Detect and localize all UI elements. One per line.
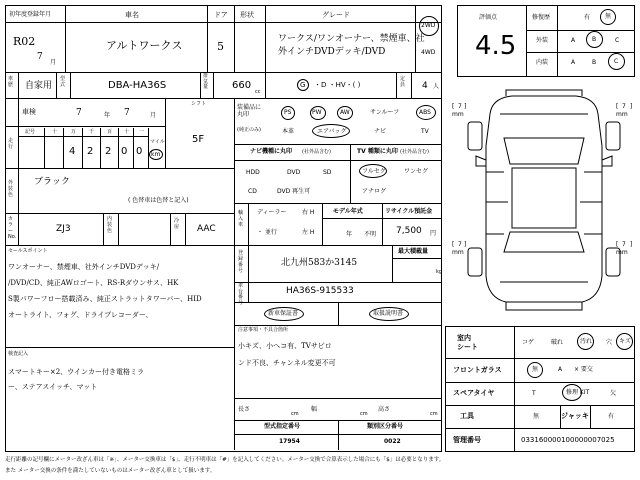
score-value: 4.5 <box>475 31 517 61</box>
navi-hdd: HDD <box>246 169 260 176</box>
km-label: km <box>151 151 161 158</box>
reg-no-value: 北九州583か3145 <box>281 258 358 268</box>
recycle-yen: 円 <box>430 230 437 237</box>
glass-scratch: A <box>558 366 563 373</box>
mm-rl: mm <box>452 249 464 256</box>
tv-fullseg: フルセグ <box>362 168 386 175</box>
load-label: 最大積載量 <box>398 248 429 255</box>
mm-fl: mm <box>452 111 464 118</box>
odo-unit-6: 一 <box>139 129 145 135</box>
equip-ps: PS <box>284 109 292 116</box>
interior-label: 内装 <box>536 59 549 66</box>
import-left: 左 H <box>302 229 315 236</box>
sales-line: /DVD/CD、純正AWロゴート、RS-Rダウンサス、HK <box>8 279 179 287</box>
interior-kizu: キズ <box>619 338 631 345</box>
inspector-line: スマートキー×2、ウインカー付き電格ミラ <box>8 368 144 376</box>
navi-dvd-play: DVD 再生可 <box>277 188 311 195</box>
odo-digit: 4 <box>69 146 76 157</box>
type-label: 型式指定番号 <box>264 423 301 430</box>
tv-oneseg: ワンセグ <box>404 168 429 175</box>
sales-line: ワンオーナー、禁煙車、社外インチDVDデッキ/ <box>8 263 160 271</box>
color-label: 外装色 <box>8 180 14 198</box>
equip-abs: ABS <box>419 109 431 116</box>
spare-t: T <box>532 390 536 397</box>
displacement-value: 660 <box>232 80 252 91</box>
notes-line: 小キズ、小へコ有、TVサビロ <box>238 342 332 350</box>
month-unit: 月 <box>150 112 157 119</box>
tread-fl-val: 7 <box>458 103 462 110</box>
recycle-label: リサイクル預託金 <box>385 208 433 215</box>
navi-cd: CD <box>248 188 257 195</box>
chassis-value: HA36S-915533 <box>286 286 354 296</box>
tread-rr-val: 7 <box>622 241 626 248</box>
model-value: DBA-HA36S <box>108 80 167 91</box>
grade-line2: 外インチDVDデッキ/DVD <box>278 47 386 57</box>
shaken-label: 車検 <box>22 108 36 116</box>
odo-digit: 2 <box>87 146 94 157</box>
spare-missing: 欠 <box>610 390 617 397</box>
width-label: 幅 <box>311 406 318 413</box>
width-cm: cm <box>360 411 368 417</box>
height-label: 高さ <box>378 406 391 413</box>
drive-2wd: 2WD <box>421 22 436 29</box>
int-c: C <box>614 58 619 65</box>
tv-title: TV 種類に丸印 <box>357 148 398 155</box>
odo-digit: 0 <box>136 146 143 157</box>
shift-value: 5F <box>192 134 205 145</box>
exterior-label: 外装 <box>536 37 549 44</box>
first-reg-month-unit: 月 <box>50 59 57 66</box>
model-year-unit: 年 <box>346 231 353 238</box>
odo-label: 走行 <box>8 138 14 150</box>
equip-airbag: エアバッグ <box>317 128 347 135</box>
int-b: B <box>592 59 597 66</box>
ac-value: AAC <box>197 224 216 234</box>
tread-rr: [ <box>616 241 619 248</box>
footer-line1: 走行距離の記号欄にメーター改ざん車は「※」、メーター交換車は「$」、走行不明車は「#」を記入してください。メーター交換で合算表示した場合にも「$」は必要となります。 <box>5 457 445 463</box>
equip-leather: 本革 <box>282 128 295 135</box>
tools-value: 無 <box>533 413 540 420</box>
tread-fl: [ <box>452 103 455 110</box>
sales-point-label: セールスポイント <box>8 248 48 254</box>
ext-a: A <box>571 37 576 44</box>
model-year-unknown: 不明 <box>364 231 377 238</box>
ac-label: 冷房 <box>174 218 180 230</box>
footer-line2: また メーター交換の条件を満たしていないものはメーター改ざん車として扱います。 <box>5 468 216 474</box>
class-value: 0022 <box>384 438 401 445</box>
management-label: 管理番号 <box>453 436 481 444</box>
tread-fl-b: ] <box>464 103 467 110</box>
odo-unit-4: 百 <box>107 129 113 135</box>
car-name: アルトワークス <box>106 39 183 52</box>
import-dealer: ディーラー <box>257 209 287 216</box>
odo-digit: 2 <box>105 146 112 157</box>
shaken-year: 7 <box>76 108 82 118</box>
doors-label: ドア <box>214 11 228 19</box>
tread-fr-b: ] <box>630 103 633 110</box>
tv-analog: アナログ <box>362 188 387 195</box>
length-cm: cm <box>291 411 299 417</box>
glass-ok: 無 <box>532 366 539 373</box>
odo-unit-1: 十 <box>52 129 58 135</box>
jack-label: ジャッキ <box>561 412 589 420</box>
import-label: 輸入車 <box>238 210 244 228</box>
type-value: 17954 <box>279 438 300 445</box>
interior-color-label: 内装色 <box>107 216 113 234</box>
grade-line1: ワークス/ワンオーナー、禁煙車、社 <box>278 34 425 44</box>
color-no-label: カラー No. <box>8 216 17 240</box>
notes-line: ンド不良、チャンネル変更不可 <box>238 359 336 367</box>
glass-replace: × 要交 <box>574 366 593 373</box>
notes-label: 注意事項・不具合箇所 <box>238 327 289 333</box>
tread-rl: [ <box>452 241 455 248</box>
sales-line: S製パワーフロー搭載済み、純正ストラットタワーバー、HID <box>8 295 202 303</box>
odo-unit-3: 千 <box>89 129 95 135</box>
cc-unit: cc <box>255 89 261 95</box>
sales-line: オートライト、フォグ、ドライブレコーダー、 <box>8 311 153 319</box>
ext-b: B <box>592 36 597 43</box>
ext-c: C <box>615 37 620 44</box>
tread-rl-val: 7 <box>458 241 462 248</box>
manual-new-car: 新車保証書 <box>268 310 299 317</box>
management-value: 033160000100000007025 <box>521 436 615 444</box>
doors-value: 5 <box>217 40 224 53</box>
mm-rr: mm <box>616 249 628 256</box>
tread-rl-b: ] <box>464 241 467 248</box>
class-label: 類別区分番号 <box>367 423 404 430</box>
recycle-value: 7,500 <box>396 226 422 236</box>
shaken-month: 7 <box>124 108 130 118</box>
displacement-label: 排気量 <box>203 73 209 90</box>
interior-koge: コゲ <box>522 339 535 346</box>
capacity-label: 定員 <box>400 76 406 88</box>
color-value: ブラック <box>34 177 70 187</box>
car-name-label: 車名 <box>125 11 139 19</box>
equip-aw: AW <box>340 109 350 116</box>
inspector-label: 検査記入 <box>8 351 29 357</box>
manual-owner: 取扱説明書 <box>373 310 404 317</box>
mm-fr: mm <box>616 111 628 118</box>
load-kg: kg <box>436 269 443 275</box>
score-label: 評価点 <box>479 14 498 21</box>
first-reg-value: 7 <box>37 52 43 62</box>
odo-digit: 0 <box>121 146 128 157</box>
interior-yogore: 汚れ <box>580 338 593 345</box>
import-parallel: ・ 並行 <box>257 229 277 236</box>
interior-yabure: 破れ <box>551 339 564 346</box>
glass-label: フロントガラス <box>453 366 502 374</box>
tread-fr-val: 7 <box>622 103 626 110</box>
equip-sunroof: サンルーフ <box>370 109 400 116</box>
equip-pw: PW <box>312 109 322 116</box>
color-note: ( 色替車は色替と記入) <box>128 197 189 204</box>
year-unit: 年 <box>104 112 111 119</box>
odo-unit-5: 十 <box>124 129 130 135</box>
drive-4wd: 4WD <box>421 49 436 56</box>
length-label: 長さ <box>238 406 251 413</box>
fuel-options: ・D ・HV・( ) <box>314 81 361 89</box>
capacity-unit: 人 <box>433 83 440 90</box>
car-diagram <box>452 86 636 318</box>
tools-label: 工具 <box>460 412 474 420</box>
interior-seat-label: 室内 シート <box>457 334 478 352</box>
jack-value: 有 <box>608 413 615 420</box>
odo-unit-2: 万 <box>71 129 77 135</box>
spare-repair-kit: 修理 KIT <box>566 389 590 396</box>
repair-label: 修復歴 <box>532 14 551 21</box>
body-label: 形状 <box>240 11 254 19</box>
shift-label: シフト <box>191 101 207 107</box>
equip-tv: TV <box>421 128 429 135</box>
model-year-label: モデル年式 <box>333 208 363 215</box>
equip-navi: ナビ <box>374 128 387 135</box>
equipment-sublabel: (純正のみ) <box>237 127 261 133</box>
navi-dvd: DVD <box>287 169 301 176</box>
odo-unit-0: 記号 <box>25 129 36 135</box>
grade-label: グレード <box>322 11 350 19</box>
int-a: A <box>571 59 576 66</box>
tread-rr-b: ] <box>630 241 633 248</box>
navi-sub: (社外品含む) <box>302 149 331 155</box>
color-no-value: ZJ3 <box>56 224 71 234</box>
reg-no-label: 登録番号 <box>238 250 244 274</box>
chassis-label: 車台番号 <box>238 283 244 306</box>
height-cm: cm <box>430 411 438 417</box>
fuel-g: G <box>300 81 306 89</box>
capacity-value: 4 <box>422 81 428 91</box>
navi-sd: SD <box>323 169 332 176</box>
equipment-label: 装備品に丸印 <box>237 104 262 119</box>
category-label: 車歴 <box>8 76 14 88</box>
repair-none: 無 <box>605 13 612 20</box>
model-year: R02 <box>13 35 36 48</box>
interior-ana: 穴 <box>606 339 613 346</box>
tv-sub: (社外品含む) <box>400 149 429 155</box>
repair-yes: 有 <box>584 14 591 21</box>
first-reg-label: 初年度登録年月 <box>9 11 52 18</box>
category-value: 自家用 <box>25 81 53 91</box>
mile-label: マイル <box>150 139 165 145</box>
model-label: 型式 <box>60 76 66 88</box>
spare-label: スペアタイヤ <box>453 389 495 397</box>
inspector-line: ー、ステアスイッチ、マット <box>8 383 98 391</box>
import-right: 右 H <box>302 209 315 216</box>
navi-title: ナビ機種に丸印 <box>250 148 293 155</box>
tread-fr: [ <box>616 103 619 110</box>
